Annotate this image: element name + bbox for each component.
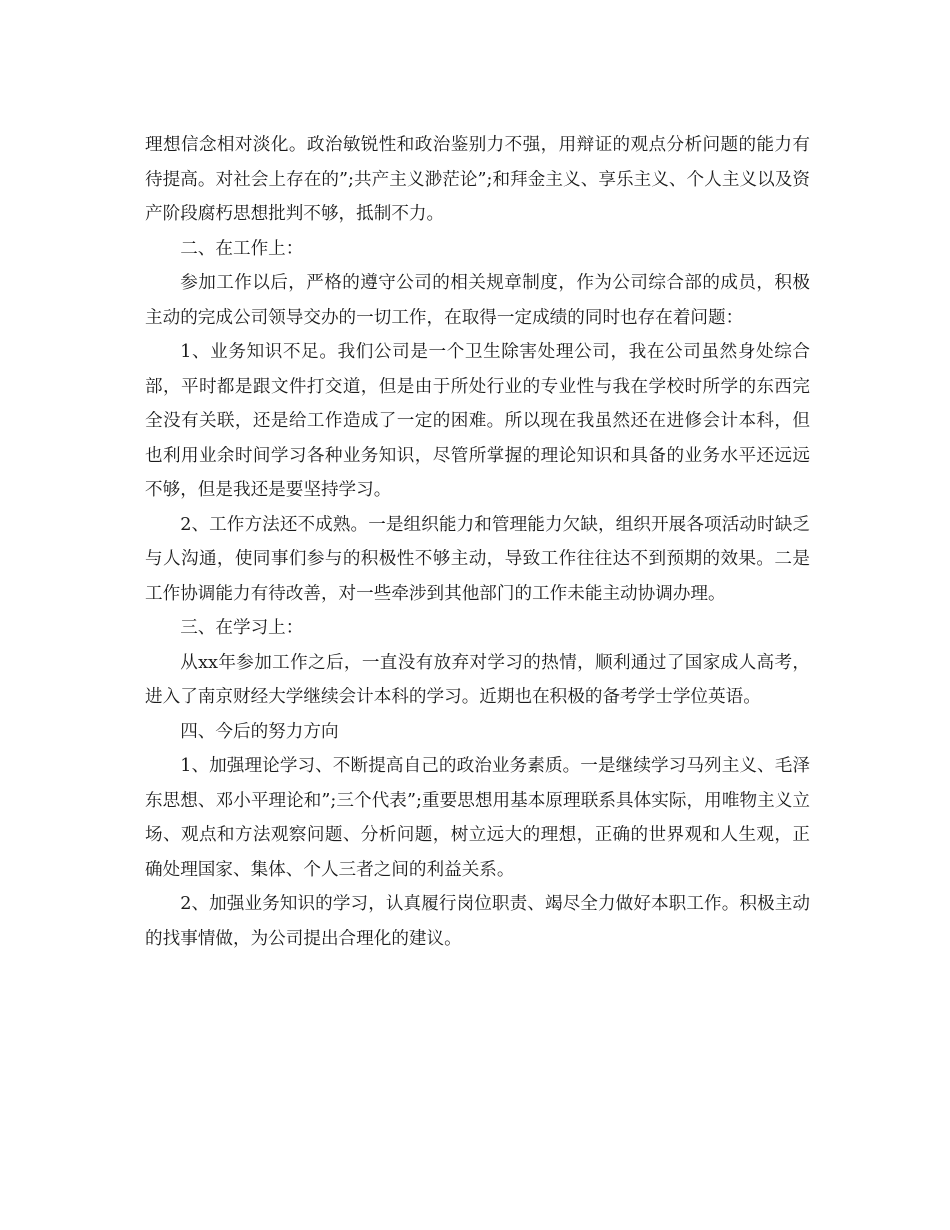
paragraph-work-point-2: 2、工作方法还不成熟。一是组织能力和管理能力欠缺，组织开展各项活动时缺乏与人沟通，使同事们参与的积极性不够主动，导致工作往往达不到预期的效果。二是工作协调能力有待改善，对一些牵涉到其他部门的工作未能主动协调办理。 xyxy=(145,514,810,604)
paragraph-direction-point-2: 2、加强业务知识的学习，认真履行岗位职责、竭尽全力做好本职工作。积极主动的找事情做，为公司提出合理化的建议。 xyxy=(145,894,810,949)
paragraph-study: 从xx年参加工作之后，一直没有放弃对学习的热情，顺利通过了国家成人高考，进入了南京财经大学继续会计本科的学习。近期也在积极的备考学士学位英语。 xyxy=(145,652,810,707)
section-heading-direction: 四、今后的努力方向 xyxy=(180,721,339,742)
paragraph-work-intro: 参加工作以后，严格的遵守公司的相关规章制度，作为公司综合部的成员，积极主动的完成公司领导交办的一切工作，在取得一定成绩的同时也存在着问题： xyxy=(145,273,810,328)
section-heading-work: 二、在工作上： xyxy=(180,238,304,259)
section-heading-study: 三、在学习上： xyxy=(180,618,304,638)
paragraph-direction-point-1: 1、加强理论学习、不断提高自己的政治业务素质。一是继续学习马列主义、毛泽东思想、邓小平理论和”;三个代表”;重要思想用基本原理联系具体实际，用唯物主义立场、观点和方法观察问题、分析问题，树立远大的理想，正确的世界观和人生观，正确处理国家、集体、个人三者之间的利益关系。 xyxy=(145,756,810,880)
paragraph-work-point-1: 1、业务知识不足。我们公司是一个卫生除害处理公司，我在公司虽然身处综合部，平时都是跟文件打交道，但是由于所处行业的专业性与我在学校时所学的东西完全没有关联，还是给工作造成了一定的困难。所以现在我虽然还在进修会计本科，但也利用业余时间学习各种业务知识，尽管所掌握的理论知识和具备的业务水平还远远不够，但是我还是要坚持学习。 xyxy=(145,342,810,500)
paragraph-continuation: 理想信念相对淡化。政治敏锐性和政治鉴别力不强，用辩证的观点分析问题的能力有待提高。对社会上存在的”;共产主义渺茫论”;和拜金主义、享乐主义、个人主义以及资产阶段腐朽思想批判不够，抵制不力。 xyxy=(145,135,810,224)
document-body xyxy=(145,128,810,956)
